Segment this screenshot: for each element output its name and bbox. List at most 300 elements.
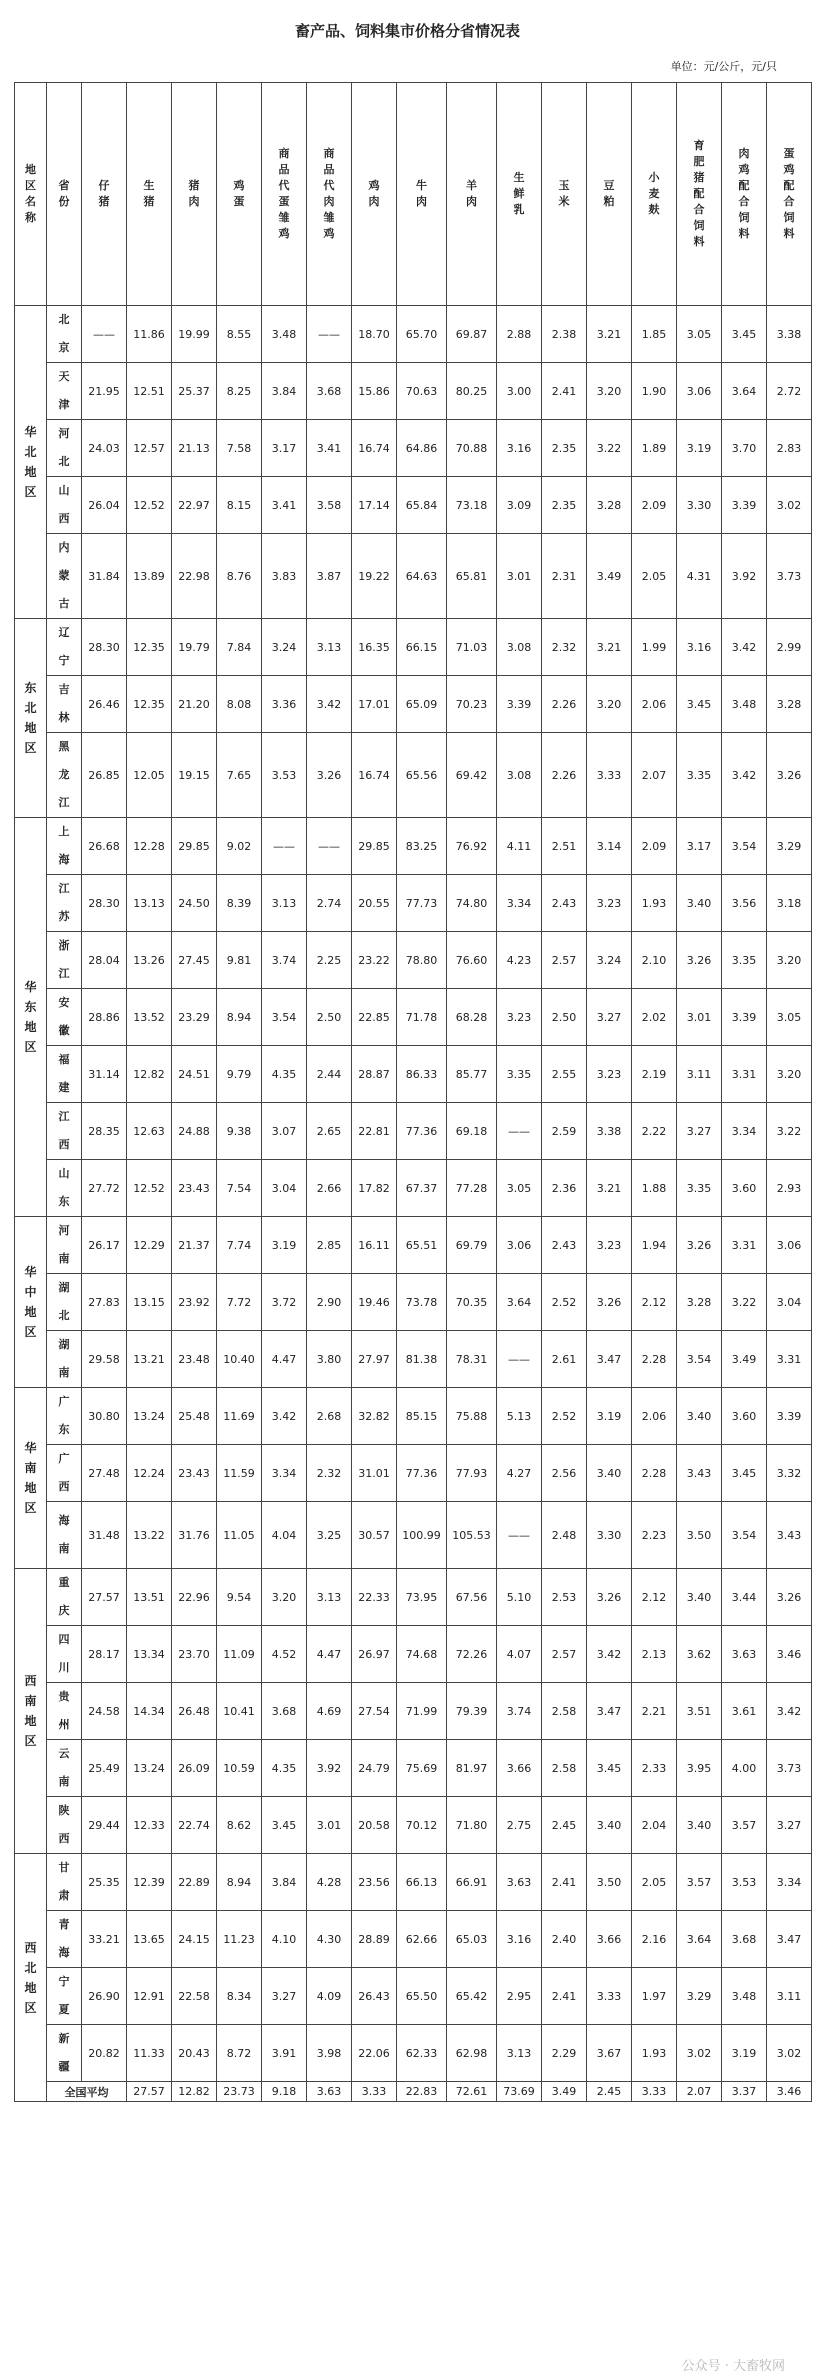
price-cell: 9.38	[217, 1103, 262, 1160]
price-cell: 2.09	[632, 477, 677, 534]
price-cell: 3.04	[262, 1160, 307, 1217]
price-cell: 3.64	[497, 1274, 542, 1331]
price-cell: 3.31	[767, 1331, 812, 1388]
price-cell: 3.62	[677, 1626, 722, 1683]
province-name: 广西	[58, 1452, 70, 1493]
price-cell: 3.06	[497, 1217, 542, 1274]
price-cell: 23.43	[172, 1445, 217, 1502]
price-cell: 62.33	[397, 2025, 447, 2082]
price-cell: 3.22	[722, 1274, 767, 1331]
table-row	[15, 1854, 812, 1911]
table-row	[15, 932, 812, 989]
price-cell: 3.16	[497, 1911, 542, 1968]
price-cell: 2.22	[632, 1103, 677, 1160]
price-cell: 2.06	[632, 676, 677, 733]
column-header	[767, 83, 812, 306]
price-cell: 3.01	[497, 534, 542, 619]
price-cell: 2.66	[307, 1160, 352, 1217]
province-name: 江苏	[58, 882, 70, 923]
price-cell: 3.20	[767, 1046, 812, 1103]
price-cell: 24.51	[172, 1046, 217, 1103]
price-cell: 2.41	[542, 1968, 587, 2025]
price-cell: 64.86	[397, 420, 447, 477]
province-cell	[47, 1217, 82, 1274]
price-cell: 77.73	[397, 875, 447, 932]
price-cell: 3.26	[677, 1217, 722, 1274]
price-cell: 2.16	[632, 1911, 677, 1968]
table-row	[15, 1502, 812, 1569]
national-average-cell: 2.45	[587, 2082, 632, 2102]
price-cell: 3.02	[677, 2025, 722, 2082]
price-cell: 77.36	[397, 1445, 447, 1502]
price-cell: 2.53	[542, 1569, 587, 1626]
price-cell: 2.07	[632, 733, 677, 818]
price-cell: 3.45	[722, 1445, 767, 1502]
province-cell	[47, 619, 82, 676]
region-cell	[15, 1388, 47, 1569]
table-row	[15, 818, 812, 875]
province-cell	[47, 1103, 82, 1160]
column-header-label: 仔猪	[98, 179, 110, 208]
price-cell: 80.25	[447, 363, 497, 420]
price-cell: 2.10	[632, 932, 677, 989]
price-cell: 25.49	[82, 1740, 127, 1797]
price-cell: 15.86	[352, 363, 397, 420]
price-cell: 3.43	[767, 1502, 812, 1569]
page-title: 畜产品、饲料集市价格分省情况表	[294, 22, 520, 40]
column-header	[352, 83, 397, 306]
province-cell	[47, 1569, 82, 1626]
price-cell: 24.15	[172, 1911, 217, 1968]
price-cell: 2.90	[307, 1274, 352, 1331]
price-cell: 3.27	[587, 989, 632, 1046]
price-cell: 3.49	[587, 534, 632, 619]
price-cell: 68.28	[447, 989, 497, 1046]
price-cell: 12.28	[127, 818, 172, 875]
price-cell: 3.06	[767, 1217, 812, 1274]
price-cell: 3.35	[722, 932, 767, 989]
price-cell: 70.88	[447, 420, 497, 477]
price-cell: 22.97	[172, 477, 217, 534]
price-cell: 3.25	[307, 1502, 352, 1569]
price-cell: 2.72	[767, 363, 812, 420]
price-cell: 12.91	[127, 1968, 172, 2025]
price-cell: 3.35	[497, 1046, 542, 1103]
column-header	[307, 83, 352, 306]
price-cell: 2.57	[542, 932, 587, 989]
price-cell: 81.38	[397, 1331, 447, 1388]
province-cell	[47, 363, 82, 420]
price-cell: 2.48	[542, 1502, 587, 1569]
column-header-label: 育肥猪配合饲料	[693, 139, 705, 248]
column-header	[542, 83, 587, 306]
price-cell: 3.30	[677, 477, 722, 534]
price-cell: 1.90	[632, 363, 677, 420]
price-cell: 2.52	[542, 1274, 587, 1331]
column-header-label: 商品代肉雏鸡	[323, 147, 335, 240]
price-cell: 3.39	[722, 989, 767, 1046]
price-cell: 2.68	[307, 1388, 352, 1445]
province-name: 辽宁	[58, 626, 70, 667]
column-header-label: 生鲜乳	[513, 171, 525, 216]
price-cell: 1.94	[632, 1217, 677, 1274]
price-cell: 10.59	[217, 1740, 262, 1797]
price-cell: 3.46	[767, 1626, 812, 1683]
column-header	[82, 83, 127, 306]
province-name: 新疆	[58, 2032, 70, 2073]
table-row	[15, 306, 812, 363]
province-cell	[47, 733, 82, 818]
price-cell: 7.72	[217, 1274, 262, 1331]
price-cell: 3.13	[497, 2025, 542, 2082]
price-cell: 8.94	[217, 989, 262, 1046]
price-cell: 3.06	[677, 363, 722, 420]
price-cell: 4.35	[262, 1046, 307, 1103]
price-cell: 77.36	[397, 1103, 447, 1160]
price-cell: 2.38	[542, 306, 587, 363]
province-name: 安徽	[58, 996, 70, 1037]
national-average-cell: 72.61	[447, 2082, 497, 2102]
price-cell: 27.72	[82, 1160, 127, 1217]
price-cell: ——	[262, 818, 307, 875]
price-cell: 23.43	[172, 1160, 217, 1217]
province-cell	[47, 1046, 82, 1103]
price-cell: 3.24	[587, 932, 632, 989]
price-cell: 69.42	[447, 733, 497, 818]
province-name: 福建	[58, 1053, 70, 1094]
column-header-label: 豆粕	[603, 179, 615, 208]
price-cell: 3.45	[262, 1797, 307, 1854]
column-header-label: 鸡肉	[368, 179, 380, 208]
price-cell: 3.19	[677, 420, 722, 477]
column-header	[397, 83, 447, 306]
price-cell: 1.99	[632, 619, 677, 676]
price-cell: 3.31	[722, 1217, 767, 1274]
price-cell: 74.80	[447, 875, 497, 932]
table-row	[15, 1046, 812, 1103]
price-cell: 11.69	[217, 1388, 262, 1445]
price-cell: 13.13	[127, 875, 172, 932]
price-cell: 1.93	[632, 875, 677, 932]
price-cell: 3.98	[307, 2025, 352, 2082]
price-cell: 1.93	[632, 2025, 677, 2082]
price-cell: 2.52	[542, 1388, 587, 1445]
price-cell: 1.97	[632, 1968, 677, 2025]
price-cell: 65.50	[397, 1968, 447, 2025]
price-cell: 28.87	[352, 1046, 397, 1103]
price-cell: 12.29	[127, 1217, 172, 1274]
price-cell: 4.28	[307, 1854, 352, 1911]
price-cell: 3.58	[307, 477, 352, 534]
price-cell: 23.56	[352, 1854, 397, 1911]
province-name: 广东	[58, 1395, 70, 1436]
price-cell: 76.60	[447, 932, 497, 989]
price-cell: 83.25	[397, 818, 447, 875]
table-row	[15, 1160, 812, 1217]
price-cell: 2.19	[632, 1046, 677, 1103]
national-average-row	[15, 2082, 812, 2102]
price-cell: 3.34	[262, 1445, 307, 1502]
price-cell: 14.34	[127, 1683, 172, 1740]
price-cell: 3.80	[307, 1331, 352, 1388]
price-cell: 20.58	[352, 1797, 397, 1854]
national-average-cell: 23.73	[217, 2082, 262, 2102]
price-cell: 3.66	[587, 1911, 632, 1968]
price-cell: 12.57	[127, 420, 172, 477]
price-cell: 3.53	[722, 1854, 767, 1911]
price-cell: 81.97	[447, 1740, 497, 1797]
price-cell: 3.13	[307, 1569, 352, 1626]
price-cell: 4.52	[262, 1626, 307, 1683]
price-cell: 3.11	[677, 1046, 722, 1103]
price-cell: 3.95	[677, 1740, 722, 1797]
price-cell: 3.00	[497, 363, 542, 420]
price-cell: 3.57	[722, 1797, 767, 1854]
price-cell: 64.63	[397, 534, 447, 619]
column-header	[447, 83, 497, 306]
price-cell: 16.74	[352, 733, 397, 818]
price-cell: 3.28	[677, 1274, 722, 1331]
column-header-label: 猪肉	[188, 179, 200, 208]
price-cell: 65.09	[397, 676, 447, 733]
price-cell: 3.42	[587, 1626, 632, 1683]
price-cell: 13.26	[127, 932, 172, 989]
national-average-cell: 3.63	[307, 2082, 352, 2102]
province-cell	[47, 534, 82, 619]
province-name: 黑龙江	[58, 740, 70, 809]
province-name: 四川	[58, 1633, 70, 1674]
price-cell: 4.69	[307, 1683, 352, 1740]
price-cell: 3.05	[497, 1160, 542, 1217]
price-cell: 13.34	[127, 1626, 172, 1683]
price-cell: 3.66	[497, 1740, 542, 1797]
price-cell: 3.36	[262, 676, 307, 733]
price-cell: 4.00	[722, 1740, 767, 1797]
province-cell	[47, 1388, 82, 1445]
province-name: 内蒙古	[58, 541, 70, 610]
price-cell: 70.63	[397, 363, 447, 420]
price-cell: 2.35	[542, 420, 587, 477]
price-cell: 3.40	[677, 875, 722, 932]
price-cell: 3.19	[722, 2025, 767, 2082]
price-cell: 24.50	[172, 875, 217, 932]
price-cell: 3.60	[722, 1160, 767, 1217]
price-cell: 2.28	[632, 1331, 677, 1388]
price-cell: 2.05	[632, 1854, 677, 1911]
price-cell: 29.85	[172, 818, 217, 875]
price-cell: 71.99	[397, 1683, 447, 1740]
price-cell: 22.96	[172, 1569, 217, 1626]
price-cell: 3.42	[722, 733, 767, 818]
price-cell: 2.41	[542, 1854, 587, 1911]
table-row	[15, 1569, 812, 1626]
region-cell	[15, 1217, 47, 1388]
province-name: 青海	[58, 1918, 70, 1959]
price-cell: 66.13	[397, 1854, 447, 1911]
price-cell: 1.88	[632, 1160, 677, 1217]
province-name: 北京	[58, 313, 70, 354]
price-cell: 3.42	[722, 619, 767, 676]
table-row	[15, 420, 812, 477]
table-row	[15, 1217, 812, 1274]
price-cell: 3.64	[677, 1911, 722, 1968]
price-cell: 8.62	[217, 1797, 262, 1854]
price-cell: 3.22	[767, 1103, 812, 1160]
price-cell: 79.39	[447, 1683, 497, 1740]
price-cell: 3.26	[677, 932, 722, 989]
price-cell: 2.41	[542, 363, 587, 420]
price-cell: 16.35	[352, 619, 397, 676]
price-cell: 3.84	[262, 1854, 307, 1911]
price-cell: 8.76	[217, 534, 262, 619]
price-cell: 4.31	[677, 534, 722, 619]
province-name: 吉林	[58, 683, 70, 724]
province-cell	[47, 1502, 82, 1569]
price-cell: 11.86	[127, 306, 172, 363]
price-cell: 3.08	[497, 733, 542, 818]
price-cell: 66.91	[447, 1854, 497, 1911]
price-cell: 3.23	[497, 989, 542, 1046]
price-cell: 3.45	[587, 1740, 632, 1797]
price-cell: 2.65	[307, 1103, 352, 1160]
price-cell: 2.61	[542, 1331, 587, 1388]
price-cell: 27.48	[82, 1445, 127, 1502]
price-cell: 22.81	[352, 1103, 397, 1160]
price-cell: 28.30	[82, 875, 127, 932]
region-name: 西北地区	[24, 1940, 37, 2015]
price-cell: 3.23	[587, 875, 632, 932]
price-cell: 3.29	[767, 818, 812, 875]
price-cell: 3.92	[722, 534, 767, 619]
price-cell: 10.40	[217, 1331, 262, 1388]
price-cell: ——	[307, 306, 352, 363]
price-cell: 24.79	[352, 1740, 397, 1797]
price-cell: 2.95	[497, 1968, 542, 2025]
table-row	[15, 1968, 812, 2025]
region-name: 东北地区	[24, 681, 37, 755]
price-cell: 3.20	[587, 676, 632, 733]
price-cell: 4.23	[497, 932, 542, 989]
price-table	[14, 82, 812, 2102]
province-cell	[47, 2025, 82, 2082]
region-name: 华南地区	[24, 1441, 37, 1515]
column-header	[497, 83, 542, 306]
price-cell: 3.47	[767, 1911, 812, 1968]
price-cell: 21.95	[82, 363, 127, 420]
price-cell: 27.54	[352, 1683, 397, 1740]
price-cell: 25.37	[172, 363, 217, 420]
price-cell: ——	[307, 818, 352, 875]
column-header	[127, 83, 172, 306]
price-cell: 3.19	[262, 1217, 307, 1274]
price-cell: 3.42	[262, 1388, 307, 1445]
price-cell: 3.33	[587, 1968, 632, 2025]
region-cell	[15, 1854, 47, 2102]
price-cell: 2.55	[542, 1046, 587, 1103]
price-cell: 2.32	[542, 619, 587, 676]
price-cell: 16.74	[352, 420, 397, 477]
price-cell: 3.08	[497, 619, 542, 676]
price-cell: 3.40	[677, 1388, 722, 1445]
price-cell: 3.39	[722, 477, 767, 534]
price-cell: 3.48	[262, 306, 307, 363]
price-cell: 4.47	[307, 1626, 352, 1683]
price-cell: 7.74	[217, 1217, 262, 1274]
price-cell: 26.90	[82, 1968, 127, 2025]
price-cell: 3.23	[587, 1046, 632, 1103]
price-cell: 3.26	[587, 1569, 632, 1626]
province-cell	[47, 420, 82, 477]
price-cell: 3.34	[497, 875, 542, 932]
province-cell	[47, 1331, 82, 1388]
price-cell: 3.54	[722, 818, 767, 875]
price-cell: 2.50	[542, 989, 587, 1046]
price-cell: 3.68	[722, 1911, 767, 1968]
price-cell: 3.33	[587, 733, 632, 818]
table-row	[15, 1274, 812, 1331]
price-cell: 86.33	[397, 1046, 447, 1103]
price-cell: 29.44	[82, 1797, 127, 1854]
price-cell: 3.48	[722, 1968, 767, 2025]
price-cell: 26.04	[82, 477, 127, 534]
watermark: 公众号 · 大畜牧网	[681, 2359, 785, 2374]
price-cell: 21.20	[172, 676, 217, 733]
price-cell: 3.42	[307, 676, 352, 733]
price-cell: 2.28	[632, 1445, 677, 1502]
price-cell: 22.06	[352, 2025, 397, 2082]
price-cell: 17.01	[352, 676, 397, 733]
price-cell: 21.37	[172, 1217, 217, 1274]
price-cell: 3.20	[262, 1569, 307, 1626]
price-cell: 3.64	[722, 363, 767, 420]
national-average-cell: 2.07	[677, 2082, 722, 2102]
price-cell: 2.36	[542, 1160, 587, 1217]
price-cell: 4.30	[307, 1911, 352, 1968]
price-cell: 26.48	[172, 1683, 217, 1740]
price-cell: 3.27	[767, 1797, 812, 1854]
price-cell: 3.87	[307, 534, 352, 619]
table-row	[15, 534, 812, 619]
price-cell: 2.85	[307, 1217, 352, 1274]
price-cell: 2.12	[632, 1569, 677, 1626]
column-header	[15, 83, 47, 306]
price-cell: 71.03	[447, 619, 497, 676]
price-cell: 27.97	[352, 1331, 397, 1388]
price-cell: 22.85	[352, 989, 397, 1046]
price-cell: 2.51	[542, 818, 587, 875]
price-cell: 2.93	[767, 1160, 812, 1217]
price-cell: 26.09	[172, 1740, 217, 1797]
price-cell: 13.52	[127, 989, 172, 1046]
column-header-label: 肉鸡配合饲料	[738, 147, 750, 240]
price-cell: 71.78	[397, 989, 447, 1046]
price-cell: 20.55	[352, 875, 397, 932]
price-cell: 7.65	[217, 733, 262, 818]
table-row	[15, 1740, 812, 1797]
price-cell: 22.98	[172, 534, 217, 619]
price-cell: 17.82	[352, 1160, 397, 1217]
column-header	[677, 83, 722, 306]
table-row	[15, 1683, 812, 1740]
price-cell: 3.13	[307, 619, 352, 676]
table-row	[15, 477, 812, 534]
price-cell: 10.41	[217, 1683, 262, 1740]
price-cell: 65.03	[447, 1911, 497, 1968]
table-row	[15, 1626, 812, 1683]
province-name: 重庆	[58, 1576, 70, 1617]
price-cell: 3.60	[722, 1388, 767, 1445]
column-header	[262, 83, 307, 306]
